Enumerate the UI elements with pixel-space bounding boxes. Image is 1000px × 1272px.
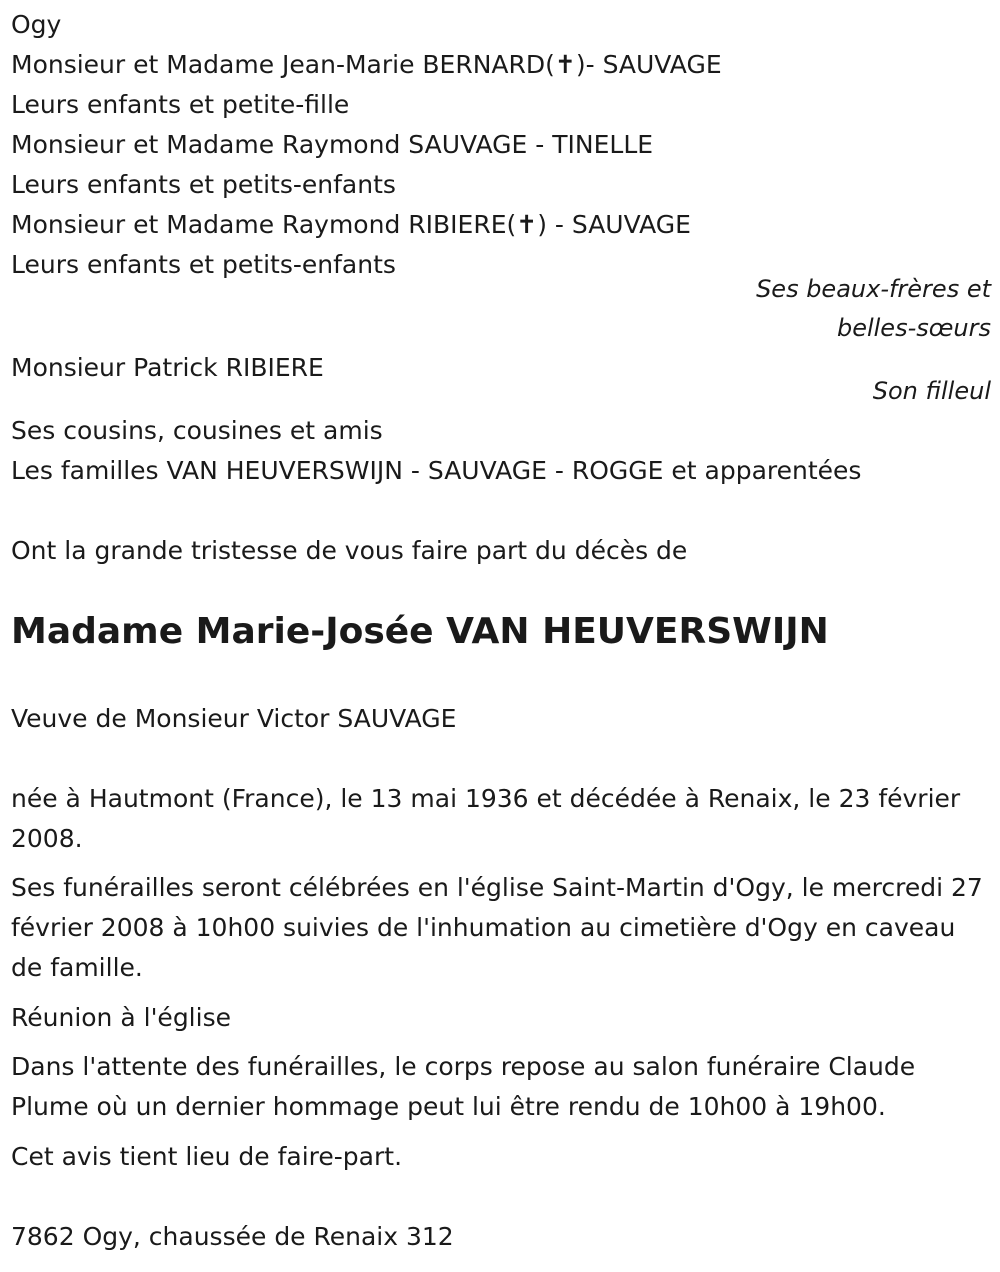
widow-line: Veuve de Monsieur Victor SAUVAGE — [11, 704, 457, 733]
viewing-paragraph: Dans l'attente des funérailles, le corps repose au salon funéraire Claude Plume où un dernier hommage peut lui être rendu de 10h00 à 19h00. — [11, 1052, 916, 1121]
intro-line: Ont la grande tristesse de vous faire part du décès de — [11, 536, 688, 565]
families-line: Les familles VAN HEUVERSWIJN - SAUVAGE - ROGGE et apparentées — [11, 456, 862, 485]
meeting-line: Réunion à l'église — [11, 1003, 231, 1032]
birth-death-paragraph: née à Hautmont (France), le 13 mai 1936 et décédée à Renaix, le 23 février 2008. — [11, 784, 961, 853]
family-line: Monsieur et Madame Jean-Marie BERNARD(✝)- SAUVAGE — [11, 50, 722, 79]
relation-label: belles-sœurs — [836, 314, 991, 342]
place-heading: Ogy — [11, 10, 62, 39]
deceased-name: Madame Marie-Josée VAN HEUVERSWIJN — [11, 611, 829, 652]
family-line: Leurs enfants et petits-enfants — [11, 250, 396, 279]
address-line: 7862 Ogy, chaussée de Renaix 312 — [11, 1222, 454, 1251]
family-line: Leurs enfants et petite-fille — [11, 90, 350, 119]
notice-line: Cet avis tient lieu de faire-part. — [11, 1142, 403, 1171]
relation-label: Son filleul — [872, 377, 991, 405]
family-line: Monsieur et Madame Raymond SAUVAGE - TINELLE — [11, 130, 654, 159]
funeral-paragraph: Ses funérailles seront célébrées en l'église Saint-Martin d'Ogy, le mercredi 27 février 2008 à 10h00 suivies de l'inhumation au cimetière d'Ogy en caveau de famille. — [11, 873, 983, 982]
family-line: Monsieur et Madame Raymond RIBIERE(✝) - SAUVAGE — [11, 210, 691, 239]
family-line: Leurs enfants et petits-enfants — [11, 170, 396, 199]
relation-label: Ses beaux-frères et — [756, 275, 991, 303]
cousins-line: Ses cousins, cousines et amis — [11, 416, 383, 445]
godson-line: Monsieur Patrick RIBIERE — [11, 353, 324, 382]
